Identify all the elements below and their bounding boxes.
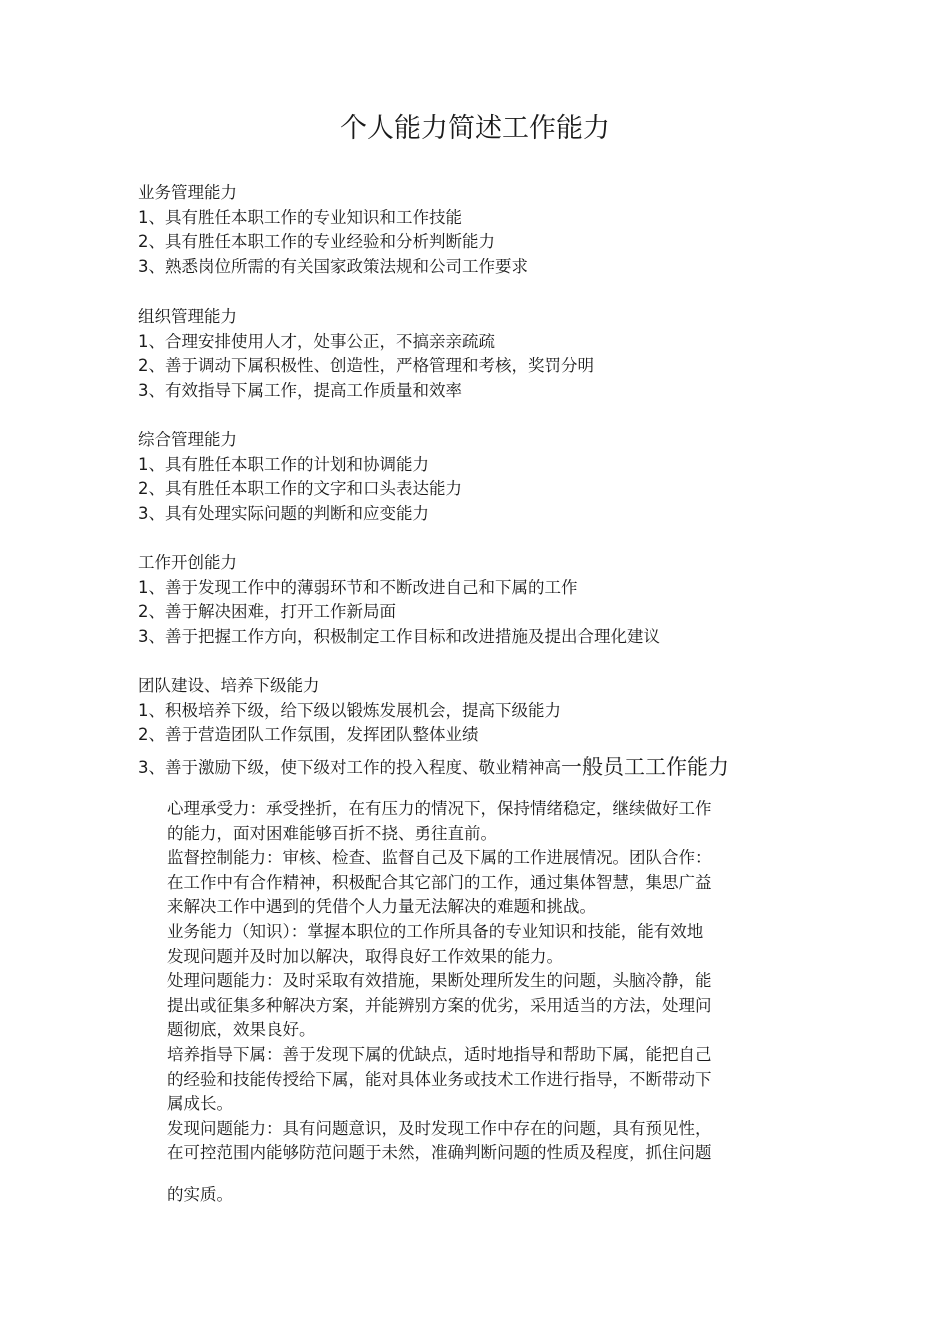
section-comprehensive-management — [138, 428, 838, 526]
body-line: 的实质。 — [167, 1184, 233, 1204]
list-item: 2、善于解决困难，打开工作新局面 — [138, 602, 396, 621]
list-item: 3、善于把握工作方向，积极制定工作目标和改进措施及提出合理化建议 — [138, 626, 660, 646]
body-line: 在工作中有合作精神，积极配合其它部门的工作，通过集体智慧，集思广益 — [167, 872, 712, 892]
section-heading: 组织管理能力 — [138, 307, 237, 326]
section-organization-management — [138, 305, 838, 403]
list-item — [138, 754, 838, 779]
list-item: 1、善于发现工作中的薄弱环节和不断改进自己和下属的工作 — [138, 577, 578, 597]
body-line: 心理承受力：承受挫折，在有压力的情况下，保持情绪稳定，继续做好工作 — [167, 799, 712, 818]
section-business-management — [138, 181, 838, 279]
body-line: 在可控范围内能够防范问题于未然，准确判断问题的性质及程度，抓住问题 — [167, 1143, 712, 1163]
list-item: 3、有效指导下属工作，提高工作质量和效率 — [138, 380, 462, 400]
list-item: 2、善于调动下属积极性、创造性，严格管理和考核，奖罚分明 — [138, 356, 594, 375]
body-line: 提出或征集多种解决方案，并能辨别方案的优劣，采用适当的方法，处理问 — [167, 995, 712, 1015]
body-line: 发现问题并及时加以解决，取得良好工作效果的能力。 — [167, 946, 563, 966]
body-line: 发现问题能力：具有问题意识，及时发现工作中存在的问题，具有预见性， — [167, 1118, 712, 1138]
body-line: 业务能力（知识）：掌握本职位的工作所具备的专业知识和技能，能有效地 — [167, 921, 704, 941]
body-line: 处理问题能力：及时采取有效措施，果断处理所发生的问题，头脑冷静，能 — [167, 971, 712, 991]
body-paragraphs — [167, 797, 807, 1208]
body-line: 来解决工作中遇到的凭借个人力量无法解决的难题和挑战。 — [167, 897, 596, 917]
body-line: 监督控制能力：审核、检查、监督自己及下属的工作进展情况。团队合作： — [167, 848, 712, 868]
body-line: 的经验和技能传授给下属，能对具体业务或技术工作进行指导，不断带动下 — [167, 1069, 712, 1089]
list-item: 3、具有处理实际问题的判断和应变能力 — [138, 503, 429, 523]
list-item: 1、具有胜任本职工作的专业知识和工作技能 — [138, 207, 462, 227]
list-item: 1、合理安排使用人才，处事公正，不搞亲亲疏疏 — [138, 331, 495, 351]
body-line: 的能力，面对困难能够百折不挠、勇往直前。 — [167, 823, 497, 843]
body-line: 培养指导下属：善于发现下属的优缺点，适时地指导和帮助下属，能把自己 — [167, 1044, 712, 1064]
section-heading: 团队建设、培养下级能力 — [138, 676, 320, 695]
list-item: 2、具有胜任本职工作的文字和口头表达能力 — [138, 479, 462, 498]
list-item: 2、善于营造团队工作氛围，发挥团队整体业绩 — [138, 725, 479, 744]
section-heading: 业务管理能力 — [138, 183, 237, 202]
list-item-text: 3、善于激励下级，使下级对工作的投入程度、敬业精神高 — [138, 757, 561, 777]
list-item: 1、具有胜任本职工作的计划和协调能力 — [138, 454, 429, 474]
page-title: 个人能力简述工作能力 — [340, 113, 610, 144]
section-team-building — [138, 674, 838, 778]
list-item: 3、熟悉岗位所需的有关国家政策法规和公司工作要求 — [138, 256, 528, 276]
subheading-general-staff: 一般员工工作能力 — [561, 754, 729, 779]
section-heading: 综合管理能力 — [138, 430, 237, 449]
body-line: 属成长。 — [167, 1094, 233, 1114]
section-heading: 工作开创能力 — [138, 553, 237, 572]
list-item: 1、积极培养下级，给下级以锻炼发展机会，提高下级能力 — [138, 700, 561, 720]
body-line: 题彻底，效果良好。 — [167, 1020, 316, 1040]
section-work-innovation — [138, 551, 838, 649]
list-item: 2、具有胜任本职工作的专业经验和分析判断能力 — [138, 232, 495, 251]
